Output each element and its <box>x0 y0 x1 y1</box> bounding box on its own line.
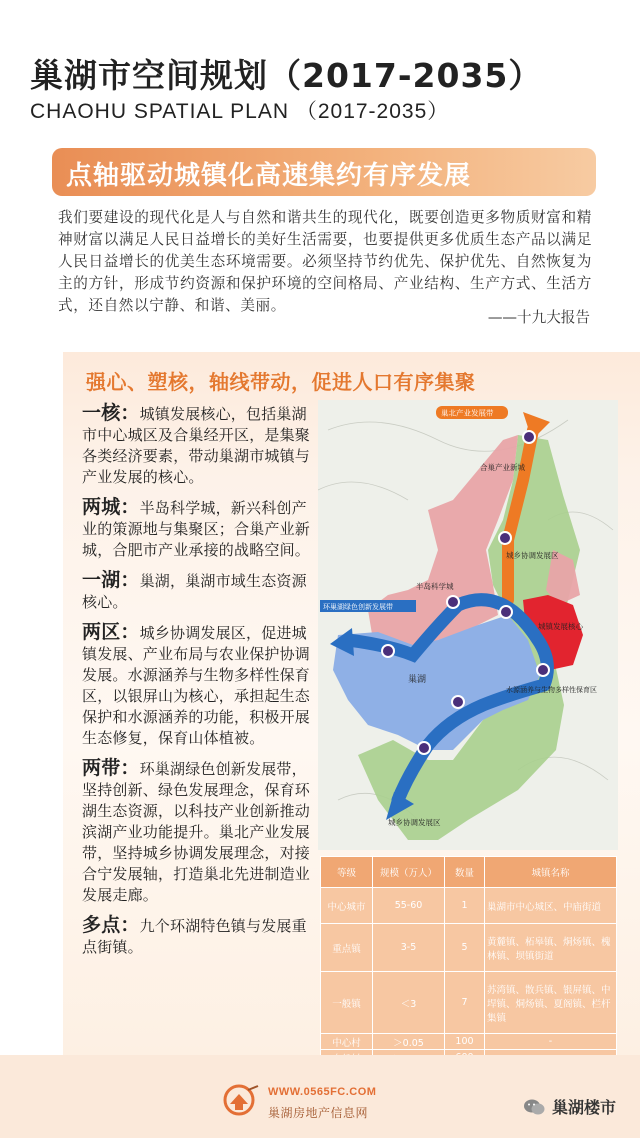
table-cell: 一般镇 <box>321 972 373 1034</box>
table-row <box>321 972 617 1034</box>
item-body: 巢湖，巢湖市域生态资源核心。 <box>82 572 307 611</box>
table-row <box>321 1034 617 1050</box>
table-cell: 重点镇 <box>321 924 373 972</box>
table-row <box>321 888 617 924</box>
table-cell: ＜3 <box>373 972 445 1034</box>
table-cell: 巢湖市中心城区、中庙街道 <box>485 888 617 924</box>
item-body: 城镇发展核心，包括巢湖市中心城区及合巢经开区，是集聚各类经济要素，带动巢湖市城镇与产业发展的核心。 <box>82 405 311 486</box>
section-banner <box>52 148 596 196</box>
list-item-two-belts <box>82 758 318 906</box>
watermark-url: WWW.0565FC.COM <box>268 1086 377 1098</box>
item-head: 两带： <box>82 757 140 779</box>
table-cell: 中心城市 <box>321 888 373 924</box>
list-item-core <box>82 403 318 488</box>
item-head: 两区： <box>82 621 140 643</box>
map-label: 水源涵养与生物多样性保育区 <box>506 686 597 694</box>
table-cell: 55-60 <box>373 888 445 924</box>
table-cell: 苏湾镇、散兵镇、银屏镇、中垾镇、烔炀镇、夏阁镇、栏杆集镇 <box>485 972 617 1034</box>
site-logo-icon <box>222 1082 262 1116</box>
table-cell: - <box>485 1034 617 1050</box>
map-node <box>500 606 512 618</box>
table-cell: 1 <box>445 888 485 924</box>
table-header-row <box>321 857 617 888</box>
table-cell: 黄麓镇、柘皋镇、烔炀镇、槐林镇、坝镇街道 <box>485 924 617 972</box>
map-node <box>418 742 430 754</box>
item-head: 一核： <box>82 402 140 424</box>
town-hierarchy-table <box>320 856 617 1066</box>
map-node <box>382 645 394 657</box>
table-cell: 100 <box>445 1034 485 1050</box>
table-cell: 5 <box>445 924 485 972</box>
map-node <box>452 696 464 708</box>
item-head: 两城： <box>82 496 140 518</box>
map-label: 合巢产业新城 <box>480 463 525 472</box>
map-node <box>499 532 511 544</box>
account-name: 巢湖楼市 <box>552 1098 617 1117</box>
quote-text: 我们要建设的现代化是人与自然和谐共生的现代化，既要创造更多物质财富和精神财富以满足人民日益增长的美好生活需要，也要提供更多优质生态产品以满足人民日益增长的优美生态环境需要。必须坚持节约优先、保护优先、自然恢复为主的方针，形成节约资源和保护环境的空间格局、产业结构、生产方式、生活方式，还自然以宁静、和谐、美丽。 <box>58 209 592 314</box>
watermark-site-name: 巢湖房地产信息网 <box>268 1106 369 1120</box>
map-label: 城乡协调发展区 <box>388 818 441 827</box>
list-item-multi-points <box>82 915 318 958</box>
list-item-two-zones <box>82 622 318 749</box>
table-header: 等级 <box>321 857 373 888</box>
table-row <box>321 924 617 972</box>
item-head: 多点： <box>82 914 140 936</box>
list-item-two-cities <box>82 497 318 561</box>
wechat-icon <box>523 1098 545 1116</box>
structure-list <box>82 403 318 967</box>
page-title: 巢湖市空间规划（2017-2035） <box>30 56 543 95</box>
item-body: 城乡协调发展区，促进城镇发展、产业布局与农业保护协调发展。水源涵养与生物多样性保育区，以银屏山为核心，承担起生态保护和水源涵养的功能，积极开展生态修复，保育山体植被。 <box>82 624 311 747</box>
section-heading: 强心、塑核，轴线带动，促进人口有序集聚 <box>86 370 476 394</box>
table-cell: 中心村 <box>321 1034 373 1050</box>
list-item-lake <box>82 570 318 613</box>
spatial-structure-map <box>318 400 618 850</box>
map-label: 巢湖 <box>408 675 427 685</box>
item-body: 半岛科学城，新兴科创产业的策源地与集聚区；合巢产业新城，合肥市产业承接的战略空间。 <box>82 499 311 559</box>
map-label: 巢北产业发展带 <box>441 408 494 418</box>
map-label: 城镇发展核心 <box>538 622 583 631</box>
table-header: 数量 <box>445 857 485 888</box>
table-header: 规模（万人） <box>373 857 445 888</box>
item-body: 九个环湖特色镇与发展重点街镇。 <box>82 917 307 956</box>
map-node <box>523 431 535 443</box>
item-body: 环巢湖绿色创新发展带，坚持创新、绿色发展理念，保育环湖生态资源，以科技产业创新推动滨湖产业功能提升。巢北产业发展带，坚持城乡协调发展理念，对接合宁发展轴，打造巢北先进制造业发展走廊。 <box>82 760 311 904</box>
map-node <box>537 664 549 676</box>
item-head: 一湖： <box>82 569 140 591</box>
page-subtitle: CHAOHU SPATIAL PLAN （2017-2035） <box>30 100 450 123</box>
map-label: 城乡协调发展区 <box>506 551 559 560</box>
banner-text: 点轴驱动城镇化高速集约有序发展 <box>66 161 472 191</box>
map-node <box>447 596 459 608</box>
map-label: 半岛科学城 <box>416 582 454 591</box>
table-cell: 7 <box>445 972 485 1034</box>
quote-source: ——十九大报告 <box>487 309 590 326</box>
table-cell: ＞0.05 <box>373 1034 445 1050</box>
map-label: 环巢湖绿色创新发展带 <box>323 603 393 611</box>
table-header: 城镇名称 <box>485 857 617 888</box>
table-cell: 3-5 <box>373 924 445 972</box>
